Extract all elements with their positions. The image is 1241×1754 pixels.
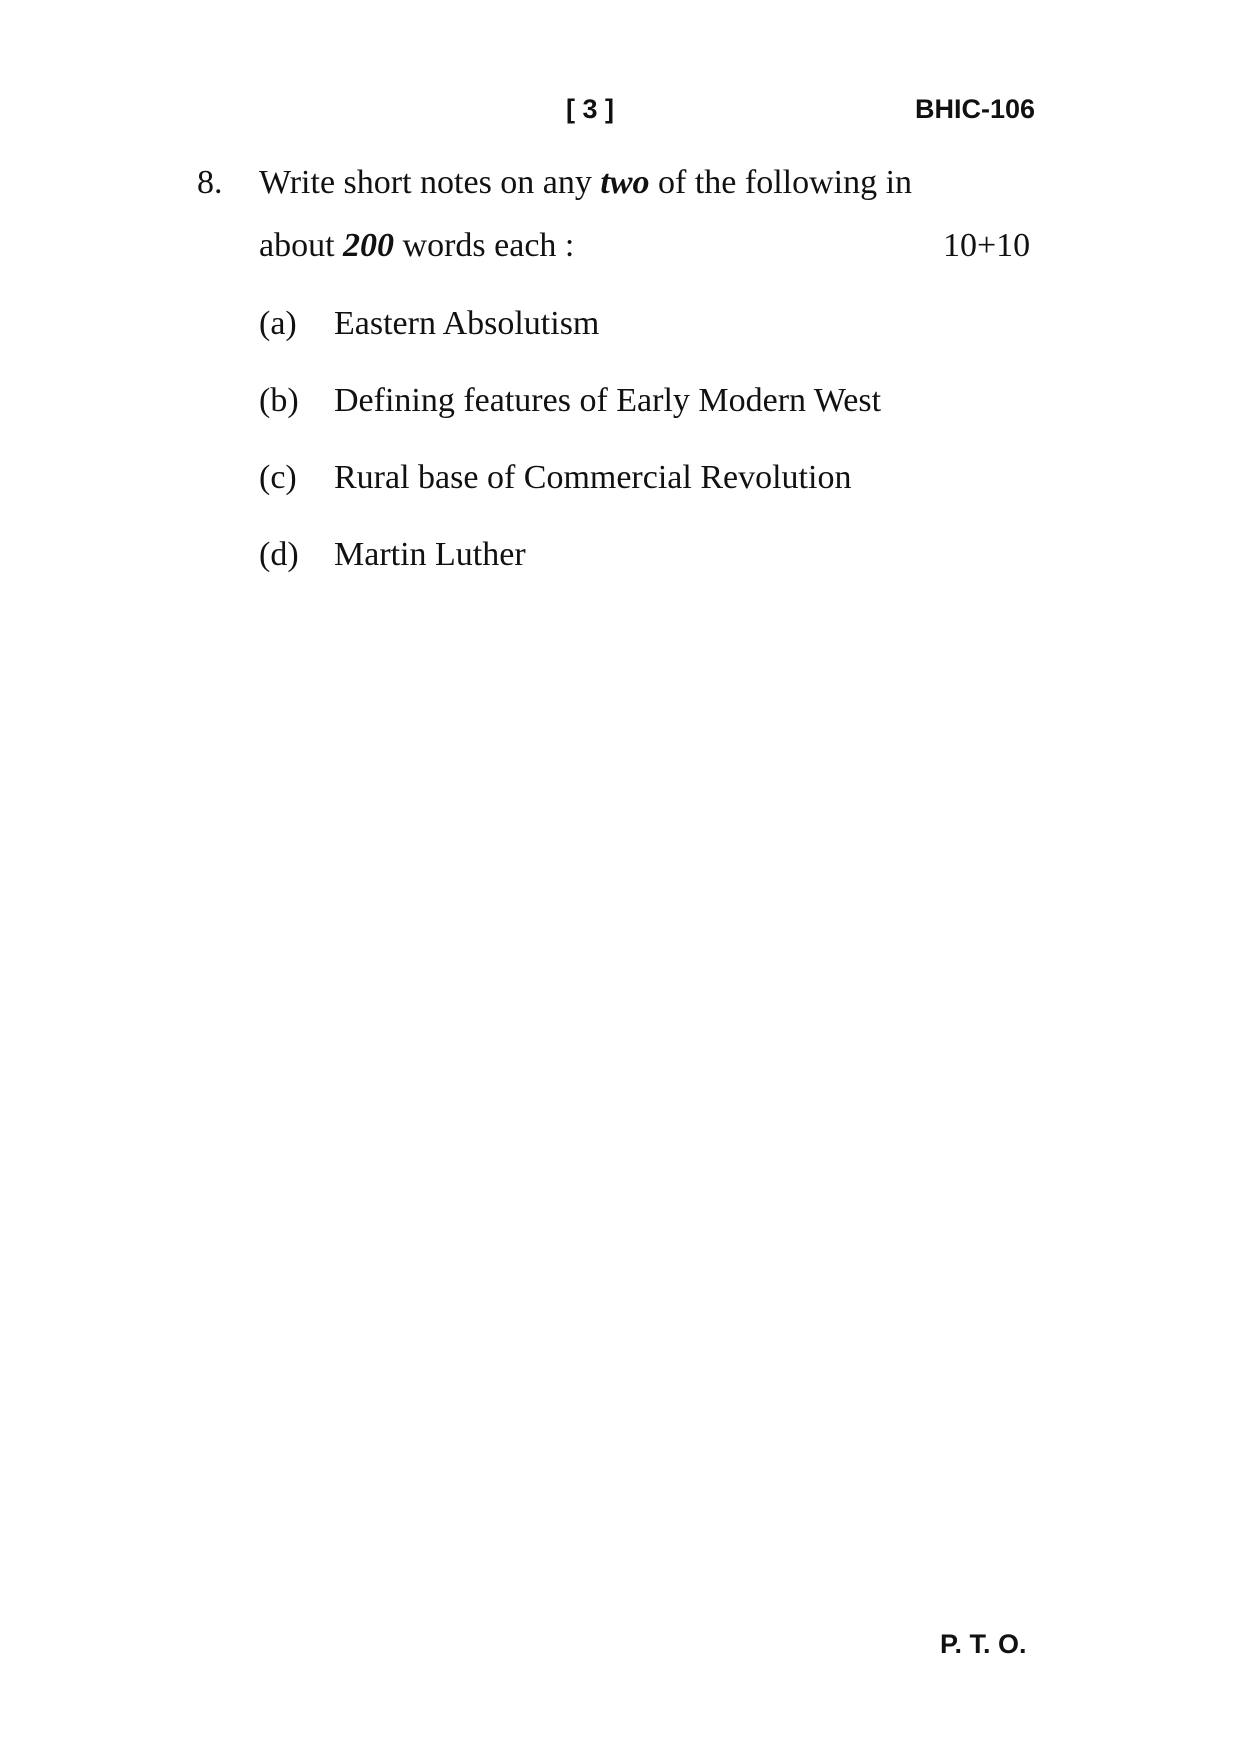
option-text-b: Defining features of Early Modern West — [334, 382, 882, 419]
option-text-d: Martin Luther — [334, 536, 526, 573]
question-text-line-1 — [259, 166, 912, 200]
question-text-segment: of the following in — [649, 164, 913, 201]
page-number: [ 3 ] — [566, 94, 615, 124]
question-text-segment: words each : — [394, 227, 575, 264]
option-label-c: (c) — [259, 459, 297, 496]
option-label-b: (b) — [259, 382, 299, 419]
option-label-d: (d) — [259, 536, 299, 573]
question-number: 8. — [197, 164, 223, 201]
question-text-segment: Write short notes on any — [259, 164, 601, 201]
option-text-c: Rural base of Commercial Revolution — [334, 459, 852, 496]
question-emphasis-word-count: 200 — [343, 227, 395, 264]
question-emphasis-two: two — [600, 164, 650, 201]
please-turn-over: P. T. O. — [940, 1629, 1027, 1659]
option-label-a: (a) — [259, 305, 297, 342]
course-code: BHIC-106 — [915, 94, 1036, 124]
question-text-segment: about — [259, 227, 344, 264]
question-text-line-2 — [259, 229, 574, 263]
option-text-a: Eastern Absolutism — [334, 305, 600, 342]
question-marks: 10+10 — [943, 227, 1031, 264]
